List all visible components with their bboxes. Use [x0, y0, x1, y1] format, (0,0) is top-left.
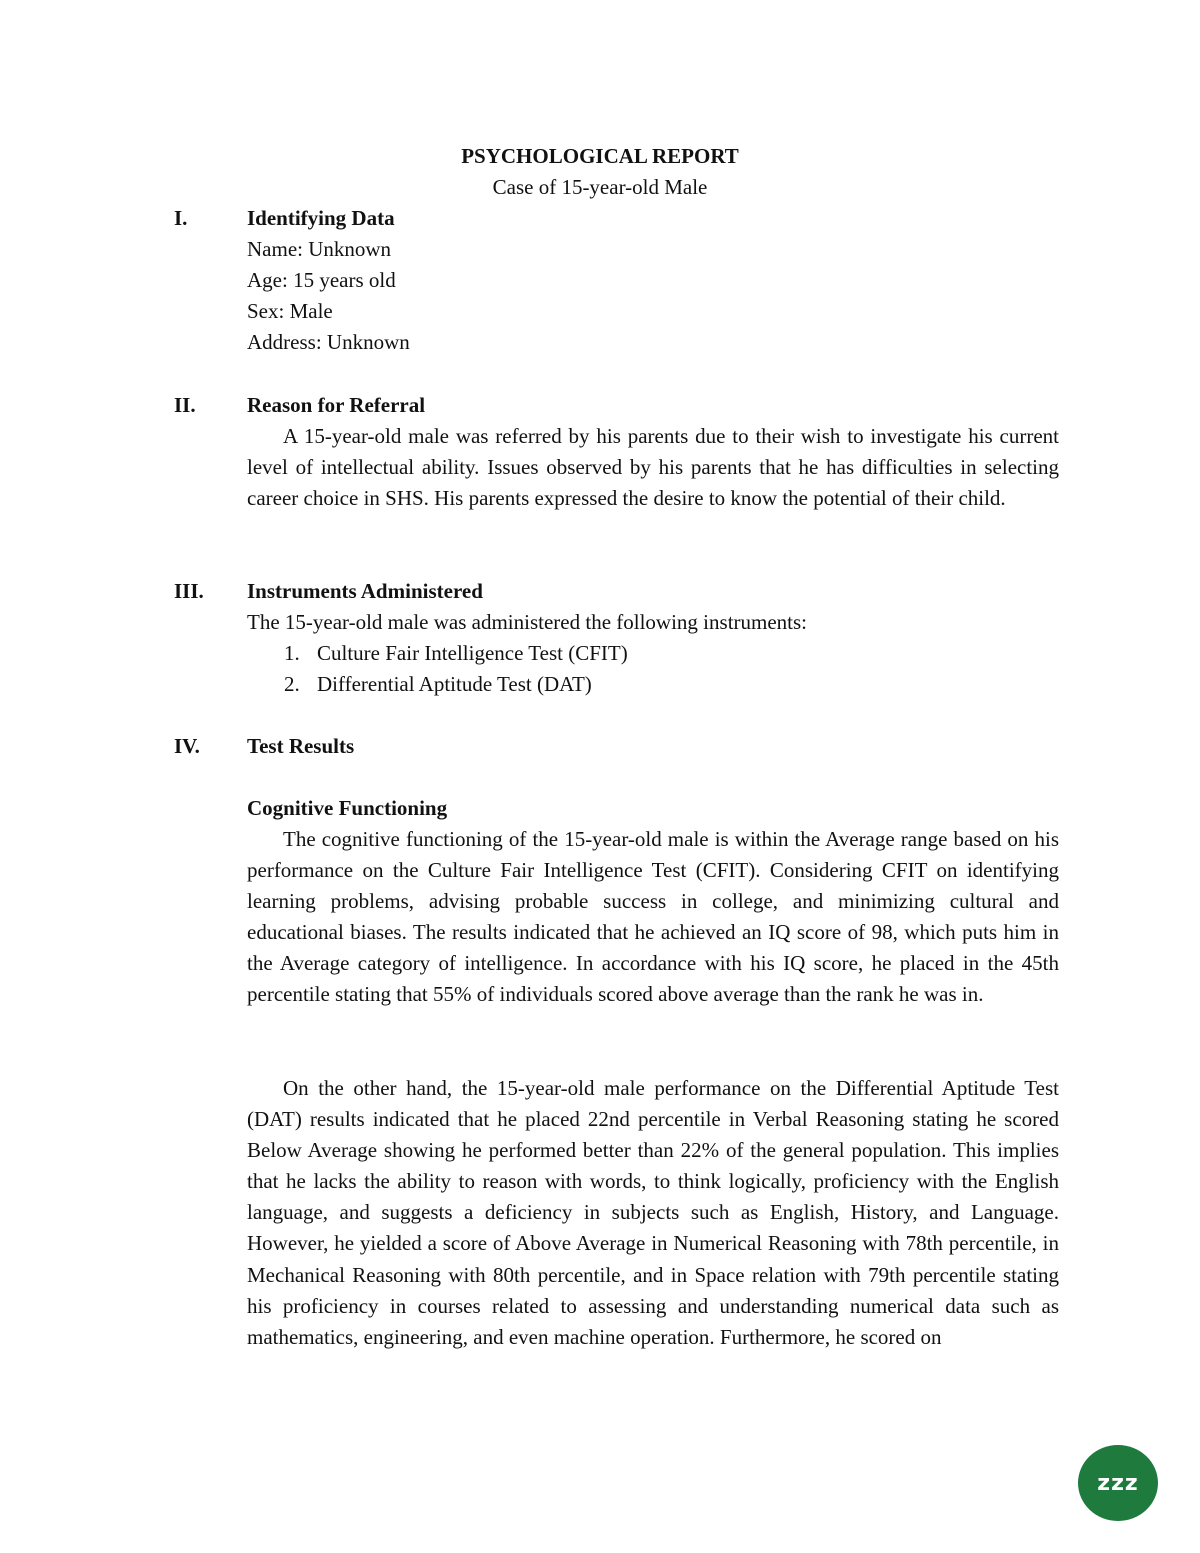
report-subtitle: Case of 15-year-old Male	[492, 175, 708, 199]
section-3-numeral: III.	[174, 579, 204, 603]
instrument-text: Differential Aptitude Test (DAT)	[317, 672, 592, 696]
page-badge: zzz	[1078, 1445, 1158, 1521]
section-1-heading: Identifying Data	[247, 206, 395, 230]
section-4-numeral: IV.	[174, 734, 200, 758]
instruments-intro: The 15-year-old male was administered the following instruments:	[247, 610, 808, 634]
identifying-age: Age: 15 years old	[247, 268, 396, 292]
instrument-number: 1.	[284, 641, 300, 665]
identifying-sex: Sex: Male	[247, 299, 333, 323]
identifying-name: Name: Unknown	[247, 237, 392, 261]
section-2-heading: Reason for Referral	[247, 393, 426, 417]
cognitive-paragraph-2: On the other hand, the 15-year-old male performance on the Differential Aptitude Test (DAT) results indicated that he placed 22nd percentile in Verbal Reasoning stating he scored Below Average showing he performed better than 22% of the general population. This implies that he lacks the ability to reason with words, to think logically, proficiency with the English language, and suggests a deficiency in subjects such as English, History, and Language. However, he yielded a score of Above Average in Numerical Reasoning with 78th percentile, in Mechanical Reasoning with 80th percentile, and in Space relation with 79th percentile stating his proficiency in courses related to assessing and understanding numerical data such as mathematics, engineering, and even machine operation. Furthermore, he scored on	[247, 1076, 1059, 1349]
report-title: PSYCHOLOGICAL REPORT	[461, 144, 739, 168]
instrument-item	[284, 638, 628, 669]
section-3-heading: Instruments Administered	[247, 579, 483, 603]
section-1-numeral: I.	[174, 206, 188, 230]
section-2-numeral: II.	[174, 393, 196, 417]
instrument-number: 2.	[284, 672, 300, 696]
instrument-item	[284, 669, 592, 700]
identifying-address: Address: Unknown	[247, 330, 410, 354]
section-4-heading: Test Results	[247, 734, 355, 758]
referral-paragraph: A 15-year-old male was referred by his parents due to their wish to investigate his current level of intellectual ability. Issues observed by his parents that he has difficulties in selecting career choice in SHS. His parents expressed the desire to know the potential of their child.	[247, 424, 1059, 511]
instrument-text: Culture Fair Intelligence Test (CFIT)	[317, 641, 628, 665]
cognitive-subheading: Cognitive Functioning	[247, 796, 448, 820]
cognitive-paragraph-1: The cognitive functioning of the 15-year-old male is within the Average range based on his performance on the Culture Fair Intelligence Test (CFIT). Considering CFIT on identifying learning problems, advising probable success in college, and minimizing cultural and educational biases. The results indicated that he achieved an IQ score of 98, which puts him in the Average category of intelligence. In accordance with his IQ score, he placed in the 45th percentile stating that 55% of individuals scored above average than the rank he was in.	[247, 827, 1059, 1007]
